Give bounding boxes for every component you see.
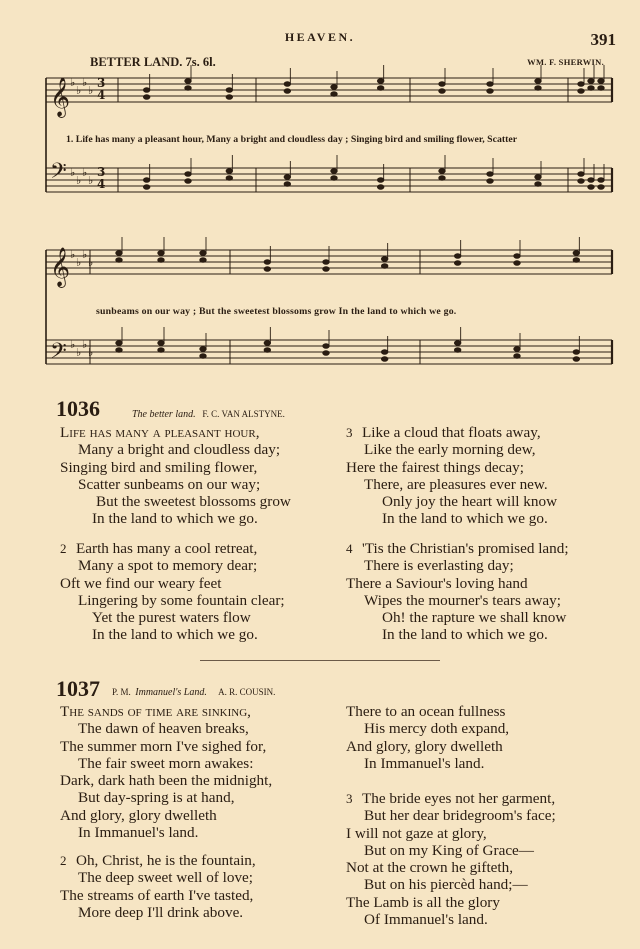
flat-icon: ♭ [76,346,82,359]
verse-line: 'Tis the Christian's promised land; [362,540,569,557]
bass-clef-icon: 𝄢 [50,339,67,369]
note-head [535,182,541,187]
note-head [331,169,337,174]
note-head [226,169,232,174]
note-head [143,88,149,93]
verse-line: The summer morn I've sighed for, [60,737,267,755]
flat-icon: ♭ [88,256,94,269]
hymn-meter: P. M. [112,687,131,697]
verse-line: And glory, glory dwelleth [346,737,503,755]
verse-line: Like the early morning dew, [364,441,536,459]
flat-icon: ♭ [88,84,94,97]
note-head [578,82,584,87]
time-sig-bottom-bass: 4 [97,177,106,191]
bass-clef-icon: 𝄢 [50,159,67,189]
note-head [487,89,493,94]
flat-icon: ♭ [76,174,82,187]
note-head [331,176,337,181]
note-head [226,88,232,93]
verse-line: Not at the crown he gifteth, [346,859,514,877]
note-head [578,179,584,184]
verse-line: Earth has many a cool retreat, [76,540,258,557]
note-head [143,95,149,100]
note-head [454,261,460,266]
note-head [158,348,164,353]
verse-line: Lingering by some fountain clear; [78,591,285,609]
note-head [454,348,460,353]
verse-line: In Immanuel's land. [364,754,485,772]
note-head [439,89,445,94]
hymn-title: The better land. [132,409,196,420]
note-head [284,89,290,94]
verse-line: Many a bright and cloudless day; [78,441,281,459]
note-head [200,354,206,359]
stanza-number: 3 [346,791,353,806]
note-head [323,267,329,272]
note-head [578,89,584,94]
note-head [116,258,122,263]
note-head [588,79,594,84]
note-head [439,176,445,181]
treble-clef-icon: 𝄞 [50,247,71,287]
stanza-1037-2 [60,852,256,921]
verse-line: The bride eyes not her garment, [362,790,556,807]
note-head [514,354,520,359]
note-head [185,179,191,184]
note-head [158,258,164,263]
note-head [381,357,387,362]
note-head [598,185,604,190]
verse-line: The Lamb is all the glory [346,893,500,911]
note-head [588,86,594,91]
time-sig-top-bass: 3 [97,165,106,179]
note-head [116,348,122,353]
flat-icon: ♭ [82,166,88,179]
flat-icon: ♭ [70,166,76,179]
note-head [598,79,604,84]
note-head [535,79,541,84]
tune-composer: WM. F. SHERWIN. [527,57,604,67]
note-head [264,260,270,265]
stanza-number: 2 [60,853,67,868]
hymn-heading [132,409,285,420]
verse-line: Here the fairest things decay; [346,458,524,476]
verse-line: The streams of earth I've tasted, [60,886,254,904]
verse-line: In the land to which we go. [92,626,258,644]
verse-line: Like a cloud that floats away, [362,424,541,441]
note-head [573,350,579,355]
verse-line: But her dear bridegroom's face; [364,807,556,825]
note-head [185,79,191,84]
note-head [323,260,329,265]
note-head [439,169,445,174]
note-head [377,178,383,183]
verse-line: But on my King of Grace— [364,841,534,859]
verse-line: I will not gaze at glory, [346,824,487,842]
verse-line: But on his piercèd hand;— [364,876,528,894]
note-head [573,258,579,263]
stanza-1037-2-cont [346,703,509,772]
verse-line: Oft we find our weary feet [60,574,222,592]
flat-icon: ♭ [82,76,88,89]
note-head [381,350,387,355]
note-head [323,351,329,356]
flat-icon: ♭ [70,76,76,89]
note-head [454,254,460,259]
verse-line: Oh, Christ, he is the fountain, [76,852,256,869]
flat-icon: ♭ [88,346,94,359]
time-sig-top: 3 [97,76,106,90]
lyric-underlay-1: 1. Life has many a pleasant hour, Many a bright and cloudless day ; Singing bird and smiling flower, Scatter [66,134,518,145]
stanza-number: 4 [346,541,353,556]
tune-title: BETTER LAND. 7s. 6l. [90,55,216,69]
note-head [573,251,579,256]
note-head [377,79,383,84]
hymn-number: 1036 [56,396,100,421]
note-head [331,85,337,90]
note-head [514,261,520,266]
hymn-title: Immanuel's Land. [135,687,207,698]
verse-line: Only joy the heart will know [382,493,558,511]
verse-line: Of Immanuel's land. [364,911,488,929]
verse-line: In the land to which we go. [382,626,548,644]
verse-line: But the sweetest blossoms grow [96,493,291,511]
verse-line: Yet the purest waters flow [92,609,251,627]
note-head [158,251,164,256]
note-head [598,86,604,91]
note-head [578,172,584,177]
note-head [331,92,337,97]
verse-line: His mercy doth expand, [364,720,510,738]
note-head [185,172,191,177]
verse-line: Scatter sunbeams on our way; [78,475,261,493]
verse-line: Life has many a pleasant hour, [60,424,260,441]
note-head [226,176,232,181]
note-head [535,175,541,180]
lyric-underlay-2: sunbeams on our way ; But the sweetest blossoms grow In the land to which we go. [96,306,457,317]
note-head [487,172,493,177]
note-head [487,179,493,184]
treble-clef-icon: 𝄞 [50,77,71,117]
verse-line: The dawn of heaven breaks, [78,720,249,738]
note-head [200,258,206,263]
note-head [200,251,206,256]
note-head [454,341,460,346]
hymn-number: 1037 [56,676,100,701]
stanza-1037-3 [346,790,556,928]
flat-icon: ♭ [70,338,76,351]
stanza-1036-3 [346,424,557,528]
verse-line: But day-spring is at hand, [78,789,235,807]
note-head [158,341,164,346]
note-head [439,82,445,87]
verse-line: The deep sweet well of love; [78,869,254,887]
section-divider [200,660,440,661]
stanza-1037-1 [60,703,272,841]
verse-line: In the land to which we go. [92,510,258,528]
verse-line: There a Saviour's loving hand [346,574,528,592]
stanza-1036-1 [60,424,291,528]
verse-line: There, are pleasures ever new. [364,475,548,493]
stanza-number: 3 [346,425,353,440]
note-head [588,185,594,190]
page-number: 391 [590,30,616,49]
note-head [284,175,290,180]
note-head [598,178,604,183]
verse-line: And glory, glory dwelleth [60,806,217,824]
running-head: HEAVEN. [284,30,356,44]
flat-icon: ♭ [70,248,76,261]
note-head [264,267,270,272]
note-head [377,185,383,190]
verse-line: The sands of time are sinking, [60,703,251,720]
stanza-number: 2 [60,541,67,556]
verse-line: The fair sweet morn awakes: [78,754,254,772]
note-head [573,357,579,362]
verse-line: In the land to which we go. [382,510,548,528]
verse-line: Singing bird and smiling flower, [60,458,258,476]
note-head [588,178,594,183]
note-head [264,348,270,353]
verse-line: More deep I'll drink above. [78,903,244,921]
verse-line: Wipes the mourner's tears away; [364,591,561,609]
note-head [143,178,149,183]
note-head [514,254,520,259]
note-head [143,185,149,190]
flat-icon: ♭ [76,256,82,269]
flat-icon: ♭ [88,174,94,187]
flat-icon: ♭ [82,248,88,261]
verse-line: There to an ocean fullness [346,703,506,720]
note-head [381,264,387,269]
hymn-author: F. C. VAN ALSTYNE. [202,409,285,419]
note-head [284,182,290,187]
note-head [264,341,270,346]
note-head [323,344,329,349]
hymn-author: A. R. COUSIN. [218,687,276,697]
note-head [535,86,541,91]
hymn-heading [112,687,275,698]
note-head [116,341,122,346]
note-head [284,82,290,87]
stanza-1036-2 [60,540,285,644]
flat-icon: ♭ [76,84,82,97]
note-head [185,86,191,91]
stanza-1036-4 [346,540,569,644]
note-head [226,95,232,100]
note-head [381,257,387,262]
verse-line: In Immanuel's land. [78,824,199,842]
verse-line: Dark, dark hath been the midnight, [60,772,273,790]
note-head [200,347,206,352]
note-head [377,86,383,91]
flat-icon: ♭ [82,338,88,351]
note-head [487,82,493,87]
time-sig-bottom: 4 [97,88,106,102]
note-head [116,251,122,256]
verse-line: There is everlasting day; [364,557,514,575]
note-head [514,347,520,352]
verse-line: Oh! the rapture we shall know [382,609,567,627]
verse-line: Many a spot to memory dear; [78,557,258,575]
